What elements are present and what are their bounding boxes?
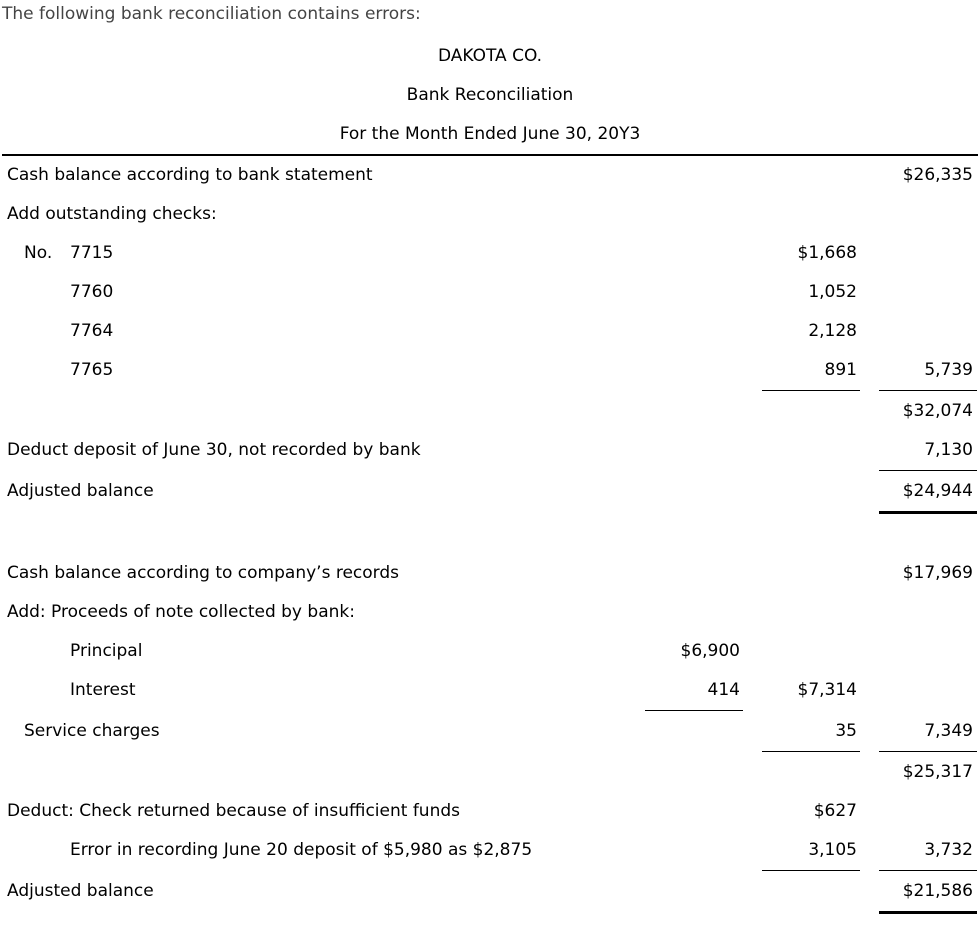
deposit-error-label: Error in recording June 20 deposit of $5,980 as $2,875 [70, 840, 533, 860]
checks-underline [762, 390, 860, 391]
note-proceeds-label: Add: Proceeds of note collected by bank: [7, 602, 355, 622]
bank-adjusted-amount: $24,944 [902, 481, 973, 501]
company-subtotal: $25,317 [902, 762, 973, 782]
company-adjusted-amount: $21,586 [902, 881, 973, 901]
bank-double-rule [879, 511, 977, 514]
principal-label: Principal [70, 641, 143, 661]
nsf-check-amount: $627 [813, 801, 857, 821]
check-number: 7760 [70, 282, 114, 302]
check-amount: $1,668 [797, 243, 857, 263]
nsf-check-label: Deduct: Check returned because of insufficient funds [7, 801, 461, 821]
check-number: 7765 [70, 360, 114, 380]
bank-balance-label: Cash balance according to bank statement [7, 165, 373, 185]
add-outstanding-label: Add outstanding checks: [7, 204, 217, 224]
bank-adjusted-label: Adjusted balance [7, 481, 154, 501]
add-total-underline [879, 751, 977, 752]
check-number: 7715 [70, 243, 114, 263]
company-double-rule [879, 911, 977, 914]
total-underline [879, 390, 977, 391]
check-number: 7764 [70, 321, 114, 341]
bank-subtotal: $32,074 [902, 401, 973, 421]
service-charges-amount: 35 [835, 721, 857, 741]
checks-total: 5,739 [924, 360, 973, 380]
service-charges-label: Service charges [24, 721, 160, 741]
deposit-error-amount: 3,105 [808, 840, 857, 860]
check-amount: 1,052 [808, 282, 857, 302]
deduct-deposit-amount: 7,130 [924, 440, 973, 460]
interest-amount: 414 [707, 680, 740, 700]
deduct-total-underline [879, 870, 977, 871]
deduct-total: 3,732 [924, 840, 973, 860]
deduct-underline [879, 470, 977, 471]
check-amount: 2,128 [808, 321, 857, 341]
statement-period: For the Month Ended June 30, 20Y3 [339, 124, 641, 144]
check-amount: 891 [824, 360, 857, 380]
deduct-deposit-label: Deduct deposit of June 30, not recorded by bank [7, 440, 421, 460]
company-balance-amount: $17,969 [902, 563, 973, 583]
interest-underline [645, 710, 743, 711]
add-total: 7,349 [924, 721, 973, 741]
note-total: $7,314 [797, 680, 857, 700]
interest-label: Interest [70, 680, 136, 700]
principal-amount: $6,900 [680, 641, 740, 661]
statement-title: Bank Reconciliation [406, 85, 574, 105]
intro-text: The following bank reconciliation contains errors: [2, 4, 421, 24]
bank-balance-amount: $26,335 [902, 165, 973, 185]
error-underline [762, 870, 860, 871]
check-no-label: No. [24, 243, 53, 263]
company-adjusted-label: Adjusted balance [7, 881, 154, 901]
company-name: DAKOTA CO. [437, 46, 543, 66]
header-rule [2, 154, 978, 156]
company-balance-label: Cash balance according to company’s records [7, 563, 399, 583]
service-underline [762, 751, 860, 752]
